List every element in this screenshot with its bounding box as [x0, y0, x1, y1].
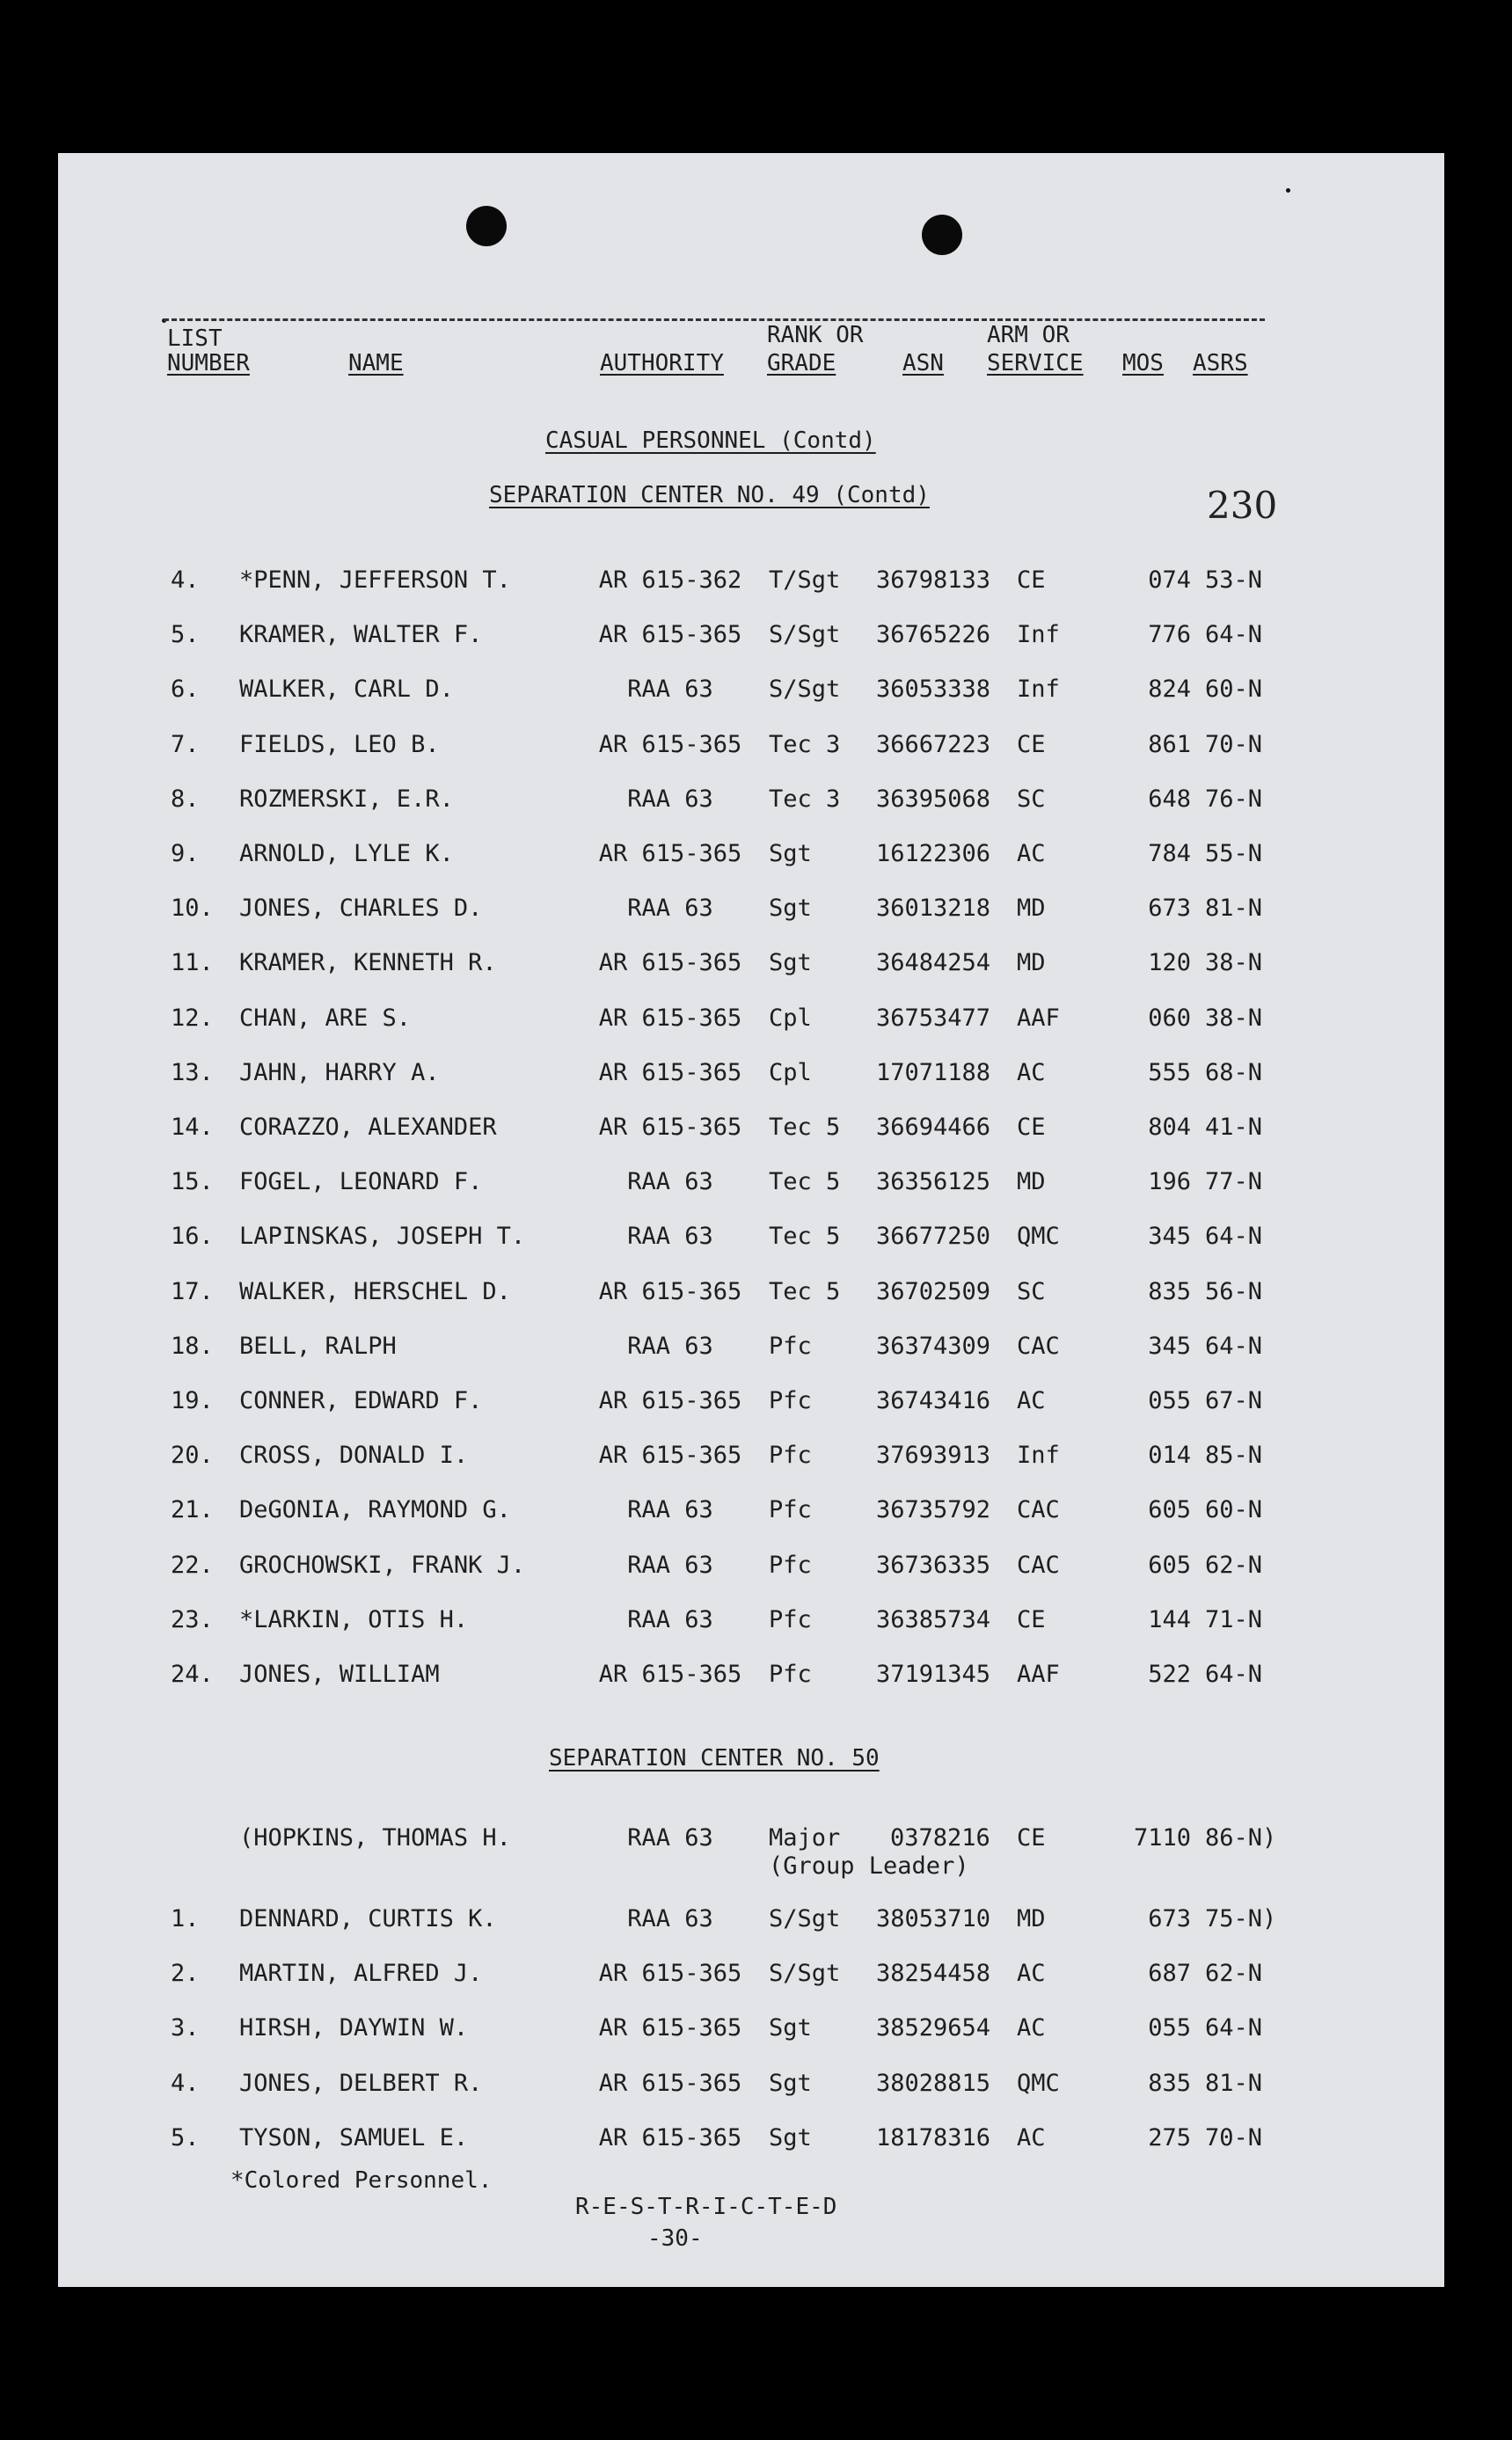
name-cell: CROSS, DONALD I.: [239, 1442, 469, 1470]
table-row: [58, 1168, 1444, 1200]
table-row: [58, 1661, 1444, 1692]
arm-cell: AC: [1017, 2123, 1046, 2151]
asn-cell: 38529654: [876, 2014, 991, 2042]
asrs-cell: 75-N): [1205, 1905, 1277, 1932]
asn-cell: 36374309: [876, 1332, 991, 1360]
list-number-cell: 14.: [171, 1114, 214, 1141]
punch-hole-left: [466, 206, 507, 246]
list-number-cell: 23.: [171, 1605, 214, 1633]
mos-cell: 605: [1148, 1551, 1191, 1579]
asrs-cell: 70-N: [1205, 730, 1263, 758]
mos-cell: 522: [1148, 1661, 1191, 1688]
authority-cell: RAA 63: [627, 1332, 713, 1360]
arm-cell: MD: [1017, 1905, 1046, 1932]
list-number-cell: 7.: [171, 730, 200, 758]
asn-cell: 16122306: [876, 840, 991, 867]
list-number-cell: 10.: [171, 895, 214, 923]
grade-cell: Sgt: [769, 2123, 812, 2151]
name-cell: (HOPKINS, THOMAS H.: [239, 1824, 511, 1852]
grade-cell: Major: [769, 1824, 841, 1852]
mos-cell: 060: [1148, 1004, 1191, 1032]
name-cell: DeGONIA, RAYMOND G.: [239, 1496, 511, 1524]
list-number-cell: 21.: [171, 1496, 214, 1524]
authority-cell: AR 615-365: [598, 949, 742, 977]
arm-cell: SC: [1017, 1277, 1046, 1305]
arm-cell: AAF: [1017, 1661, 1060, 1688]
authority-cell: RAA 63: [627, 895, 713, 923]
mos-cell: 673: [1148, 1905, 1191, 1932]
table-row: [58, 2124, 1444, 2156]
grade-cell: Tec 5: [769, 1114, 841, 1141]
header-arm-label: ARM OR: [987, 322, 1070, 348]
grade-cell: Pfc: [769, 1661, 812, 1688]
mos-cell: 074: [1148, 566, 1191, 594]
footnote: *Colored Personnel.: [230, 2167, 493, 2194]
list-number-cell: 16.: [171, 1223, 214, 1251]
document-page: [58, 153, 1444, 2287]
name-cell: *LARKIN, OTIS H.: [239, 1605, 469, 1633]
name-cell: HIRSH, DAYWIN W.: [239, 2014, 469, 2042]
arm-cell: CE: [1017, 1605, 1046, 1633]
authority-cell: AR 615-365: [598, 1661, 742, 1688]
grade-cell: Sgt: [769, 949, 812, 977]
scan-speck: [1286, 188, 1290, 193]
asn-cell: 36735792: [876, 1496, 991, 1524]
authority-cell: AR 615-365: [598, 840, 742, 867]
grade-cell: Sgt: [769, 2069, 812, 2097]
arm-cell: QMC: [1017, 1223, 1060, 1251]
asrs-cell: 64-N: [1205, 621, 1263, 649]
grade-cell: S/Sgt: [769, 1905, 841, 1932]
name-cell: KRAMER, KENNETH R.: [239, 949, 497, 977]
authority-cell: AR 615-365: [598, 1442, 742, 1470]
name-cell: KRAMER, WALTER F.: [239, 621, 483, 649]
asn-cell: 0378216: [890, 1824, 990, 1852]
name-cell: MARTIN, ALFRED J.: [239, 1960, 483, 1988]
list-number-cell: 1.: [171, 1905, 200, 1932]
mos-cell: 345: [1148, 1332, 1191, 1360]
grade-cell: Sgt: [769, 2014, 812, 2042]
table-row: [58, 1442, 1444, 1473]
header-authority-label: AUTHORITY: [600, 350, 724, 376]
mos-cell: 275: [1148, 2123, 1191, 2151]
table-row: [58, 1004, 1444, 1036]
asn-cell: 36765226: [876, 621, 991, 649]
grade-cell: Sgt: [769, 895, 812, 923]
asn-cell: 36743416: [876, 1387, 991, 1414]
mos-cell: 687: [1148, 1960, 1191, 1988]
mos-cell: 776: [1148, 621, 1191, 649]
asrs-cell: 68-N: [1205, 1058, 1263, 1086]
list-number-cell: 8.: [171, 785, 200, 813]
asn-cell: 36736335: [876, 1551, 991, 1579]
list-number-cell: 3.: [171, 2014, 200, 2042]
arm-cell: CE: [1017, 566, 1046, 594]
name-cell: LAPINSKAS, JOSEPH T.: [239, 1223, 526, 1251]
grade-cell: S/Sgt: [769, 676, 841, 704]
name-cell: *PENN, JEFFERSON T.: [239, 566, 511, 594]
authority-cell: RAA 63: [627, 1824, 713, 1852]
asn-cell: 36484254: [876, 949, 991, 977]
table-row: [58, 1059, 1444, 1091]
arm-cell: CE: [1017, 730, 1046, 758]
mos-cell: 120: [1148, 949, 1191, 977]
mos-cell: 804: [1148, 1114, 1191, 1141]
asn-cell: 37191345: [876, 1661, 991, 1688]
authority-cell: AR 615-365: [598, 1277, 742, 1305]
list-number-cell: 2.: [171, 1960, 200, 1988]
asrs-cell: 62-N: [1205, 1551, 1263, 1579]
grade-cell: Pfc: [769, 1496, 812, 1524]
authority-cell: AR 615-365: [598, 621, 742, 649]
mos-cell: 7110: [1133, 1824, 1191, 1852]
mos-cell: 196: [1148, 1168, 1191, 1196]
table-row: [58, 731, 1444, 763]
header-grade-label: GRADE: [767, 350, 836, 376]
mos-cell: 861: [1148, 730, 1191, 758]
header-service-label: SERVICE: [987, 350, 1084, 376]
authority-cell: AR 615-365: [598, 1058, 742, 1086]
page-number: -30-: [647, 2225, 703, 2252]
grade-cell: Pfc: [769, 1551, 812, 1579]
grade-cell: S/Sgt: [769, 1960, 841, 1988]
table-row: [58, 1960, 1444, 1991]
asn-cell: 37693913: [876, 1442, 991, 1470]
name-cell: GROCHOWSKI, FRANK J.: [239, 1551, 526, 1579]
list-number-cell: 4.: [171, 566, 200, 594]
arm-cell: AC: [1017, 1387, 1046, 1414]
grade-cell: Pfc: [769, 1442, 812, 1470]
asrs-cell: 86-N): [1205, 1824, 1277, 1852]
asn-cell: 36702509: [876, 1277, 991, 1305]
authority-cell: AR 615-365: [598, 1114, 742, 1141]
arm-cell: AC: [1017, 1058, 1046, 1086]
list-number-cell: 4.: [171, 2069, 200, 2097]
arm-cell: AAF: [1017, 1004, 1060, 1032]
asrs-cell: 60-N: [1205, 676, 1263, 704]
mos-cell: 014: [1148, 1442, 1191, 1470]
asn-cell: 36667223: [876, 730, 991, 758]
name-cell: WALKER, HERSCHEL D.: [239, 1277, 511, 1305]
header-mos-label: MOS: [1122, 350, 1164, 376]
arm-cell: Inf: [1017, 1442, 1060, 1470]
grade-cell: S/Sgt: [769, 621, 841, 649]
name-cell: JONES, WILLIAM: [239, 1661, 440, 1688]
header-asn-label: ASN: [902, 350, 944, 376]
list-number-cell: 22.: [171, 1551, 214, 1579]
arm-cell: AC: [1017, 840, 1046, 867]
authority-cell: RAA 63: [627, 1551, 713, 1579]
arm-cell: AC: [1017, 2014, 1046, 2042]
header-asrs-label: ASRS: [1193, 350, 1248, 376]
asrs-cell: 60-N: [1205, 1496, 1263, 1524]
arm-cell: CE: [1017, 1114, 1046, 1141]
asrs-cell: 81-N: [1205, 895, 1263, 923]
authority-cell: AR 615-365: [598, 2123, 742, 2151]
grade-cell: Tec 3: [769, 730, 841, 758]
asn-cell: 36053338: [876, 676, 991, 704]
table-row: [58, 840, 1444, 872]
mos-cell: 144: [1148, 1605, 1191, 1633]
authority-cell: RAA 63: [627, 1223, 713, 1251]
arm-cell: CAC: [1017, 1496, 1060, 1524]
mos-cell: 835: [1148, 1277, 1191, 1305]
mos-cell: 835: [1148, 2069, 1191, 2097]
asrs-cell: 77-N: [1205, 1168, 1263, 1196]
arm-cell: CAC: [1017, 1332, 1060, 1360]
list-number-cell: 18.: [171, 1332, 214, 1360]
arm-cell: MD: [1017, 949, 1046, 977]
authority-cell: RAA 63: [627, 1496, 713, 1524]
table-row: [58, 1606, 1444, 1638]
arm-cell: Inf: [1017, 621, 1060, 649]
authority-cell: RAA 63: [627, 1905, 713, 1932]
name-cell: CHAN, ARE S.: [239, 1004, 412, 1032]
mos-cell: 673: [1148, 895, 1191, 923]
name-cell: FOGEL, LEONARD F.: [239, 1168, 483, 1196]
asrs-cell: 85-N: [1205, 1442, 1263, 1470]
grade-cell: Tec 5: [769, 1168, 841, 1196]
mos-cell: 055: [1148, 2014, 1191, 2042]
asn-cell: 17071188: [876, 1058, 991, 1086]
table-row: [58, 1496, 1444, 1528]
name-cell: BELL, RALPH: [239, 1332, 397, 1360]
mos-cell: 055: [1148, 1387, 1191, 1414]
table-row: [58, 785, 1444, 817]
asrs-cell: 71-N: [1205, 1605, 1263, 1633]
grade-cell: Tec 3: [769, 785, 841, 813]
table-row: [58, 949, 1444, 981]
name-cell: ROZMERSKI, E.R.: [239, 785, 454, 813]
asrs-cell: 76-N: [1205, 785, 1263, 813]
asn-cell: 36753477: [876, 1004, 991, 1032]
list-number-cell: 24.: [171, 1661, 214, 1688]
asn-cell: 38053710: [876, 1905, 991, 1932]
asrs-cell: 41-N: [1205, 1114, 1263, 1141]
asrs-cell: 53-N: [1205, 566, 1263, 594]
grade-cell: T/Sgt: [769, 566, 841, 594]
table-row: [58, 1905, 1444, 1937]
table-row: [58, 1223, 1444, 1254]
asn-cell: 36356125: [876, 1168, 991, 1196]
name-cell: CONNER, EDWARD F.: [239, 1387, 483, 1414]
group-leader-row: [58, 1824, 1444, 1886]
asrs-cell: 64-N: [1205, 2014, 1263, 2042]
page-stamp: 230: [1207, 484, 1278, 527]
header-number-label: NUMBER: [167, 350, 250, 376]
table-row: [58, 1552, 1444, 1583]
table-row: [58, 1114, 1444, 1145]
table-row: [58, 566, 1444, 598]
grade-cell: Pfc: [769, 1332, 812, 1360]
name-cell: ARNOLD, LYLE K.: [239, 840, 454, 867]
name-cell: TYSON, SAMUEL E.: [239, 2123, 469, 2151]
name-cell: JONES, CHARLES D.: [239, 895, 483, 923]
list-number-cell: 5.: [171, 621, 200, 649]
header-rank-label: RANK OR: [767, 322, 864, 348]
list-number-cell: 17.: [171, 1277, 214, 1305]
asrs-cell: 55-N: [1205, 840, 1263, 867]
mos-cell: 605: [1148, 1496, 1191, 1524]
grade-cell: Pfc: [769, 1605, 812, 1633]
grade-cell: Tec 5: [769, 1277, 841, 1305]
asn-cell: 38254458: [876, 1960, 991, 1988]
authority-cell: AR 615-362: [598, 566, 742, 594]
authority-cell: AR 615-365: [598, 730, 742, 758]
name-cell: WALKER, CARL D.: [239, 676, 454, 704]
authority-cell: AR 615-365: [598, 1004, 742, 1032]
arm-cell: CE: [1017, 1824, 1046, 1852]
list-number-cell: 20.: [171, 1442, 214, 1470]
list-number-cell: 15.: [171, 1168, 214, 1196]
arm-cell: MD: [1017, 895, 1046, 923]
list-number-cell: 9.: [171, 840, 200, 867]
arm-cell: AC: [1017, 1960, 1046, 1988]
punch-hole-right: [922, 215, 962, 255]
asn-cell: 18178316: [876, 2123, 991, 2151]
authority-cell: RAA 63: [627, 1605, 713, 1633]
list-number-cell: 12.: [171, 1004, 214, 1032]
table-row: [58, 676, 1444, 707]
asn-cell: 36395068: [876, 785, 991, 813]
mos-cell: 784: [1148, 840, 1191, 867]
table-row: [58, 1278, 1444, 1310]
table-row: [58, 2070, 1444, 2101]
name-cell: DENNARD, CURTIS K.: [239, 1905, 497, 1932]
asn-cell: 36385734: [876, 1605, 991, 1633]
table-row: [58, 2014, 1444, 2046]
list-number-cell: 13.: [171, 1058, 214, 1086]
authority-cell: AR 615-365: [598, 2014, 742, 2042]
authority-cell: AR 615-365: [598, 1960, 742, 1988]
arm-cell: QMC: [1017, 2069, 1060, 2097]
asn-cell: 36677250: [876, 1223, 991, 1251]
name-cell: FIELDS, LEO B.: [239, 730, 440, 758]
table-row: [58, 621, 1444, 653]
mos-cell: 345: [1148, 1223, 1191, 1251]
asn-cell: 36798133: [876, 566, 991, 594]
authority-cell: RAA 63: [627, 676, 713, 704]
casual-personnel-title: CASUAL PERSONNEL (Contd): [545, 427, 876, 454]
arm-cell: Inf: [1017, 676, 1060, 704]
header-name-label: NAME: [348, 350, 404, 376]
arm-cell: SC: [1017, 785, 1046, 813]
asrs-cell: 62-N: [1205, 1960, 1263, 1988]
header-list-label: LIST: [167, 325, 223, 352]
grade-cell: Sgt: [769, 840, 812, 867]
arm-cell: CAC: [1017, 1551, 1060, 1579]
asn-cell: 36013218: [876, 895, 991, 923]
name-cell: JAHN, HARRY A.: [239, 1058, 440, 1086]
header-top-rule: [164, 318, 1265, 321]
mos-cell: 555: [1148, 1058, 1191, 1086]
asrs-cell: 81-N: [1205, 2069, 1263, 2097]
asrs-cell: 67-N: [1205, 1387, 1263, 1414]
grade-cell: Tec 5: [769, 1223, 841, 1251]
mos-cell: 648: [1148, 785, 1191, 813]
group-leader-note: (Group Leader): [769, 1852, 969, 1880]
separation-center-50-title: SEPARATION CENTER NO. 50: [549, 1745, 880, 1772]
asrs-cell: 64-N: [1205, 1332, 1263, 1360]
arm-cell: MD: [1017, 1168, 1046, 1196]
grade-cell: Cpl: [769, 1058, 812, 1086]
separation-center-49-title: SEPARATION CENTER NO. 49 (Contd): [489, 482, 930, 508]
asrs-cell: 38-N: [1205, 949, 1263, 977]
list-number-cell: 19.: [171, 1387, 214, 1414]
table-row: [58, 1387, 1444, 1419]
authority-cell: AR 615-365: [598, 1387, 742, 1414]
authority-cell: RAA 63: [627, 1168, 713, 1196]
table-row: [58, 1333, 1444, 1364]
table-row: [58, 895, 1444, 926]
list-number-cell: 6.: [171, 676, 200, 704]
authority-cell: AR 615-365: [598, 2069, 742, 2097]
mos-cell: 824: [1148, 676, 1191, 704]
asrs-cell: 56-N: [1205, 1277, 1263, 1305]
asrs-cell: 64-N: [1205, 1223, 1263, 1251]
grade-cell: Cpl: [769, 1004, 812, 1032]
asrs-cell: 70-N: [1205, 2123, 1263, 2151]
authority-cell: RAA 63: [627, 785, 713, 813]
list-number-cell: 11.: [171, 949, 214, 977]
asrs-cell: 38-N: [1205, 1004, 1263, 1032]
name-cell: JONES, DELBERT R.: [239, 2069, 483, 2097]
asn-cell: 38028815: [876, 2069, 991, 2097]
classification-marking: R-E-S-T-R-I-C-T-E-D: [575, 2194, 837, 2220]
asrs-cell: 64-N: [1205, 1661, 1263, 1688]
asn-cell: 36694466: [876, 1114, 991, 1141]
grade-cell: Pfc: [769, 1387, 812, 1414]
list-number-cell: 5.: [171, 2123, 200, 2151]
name-cell: CORAZZO, ALEXANDER: [239, 1114, 497, 1141]
